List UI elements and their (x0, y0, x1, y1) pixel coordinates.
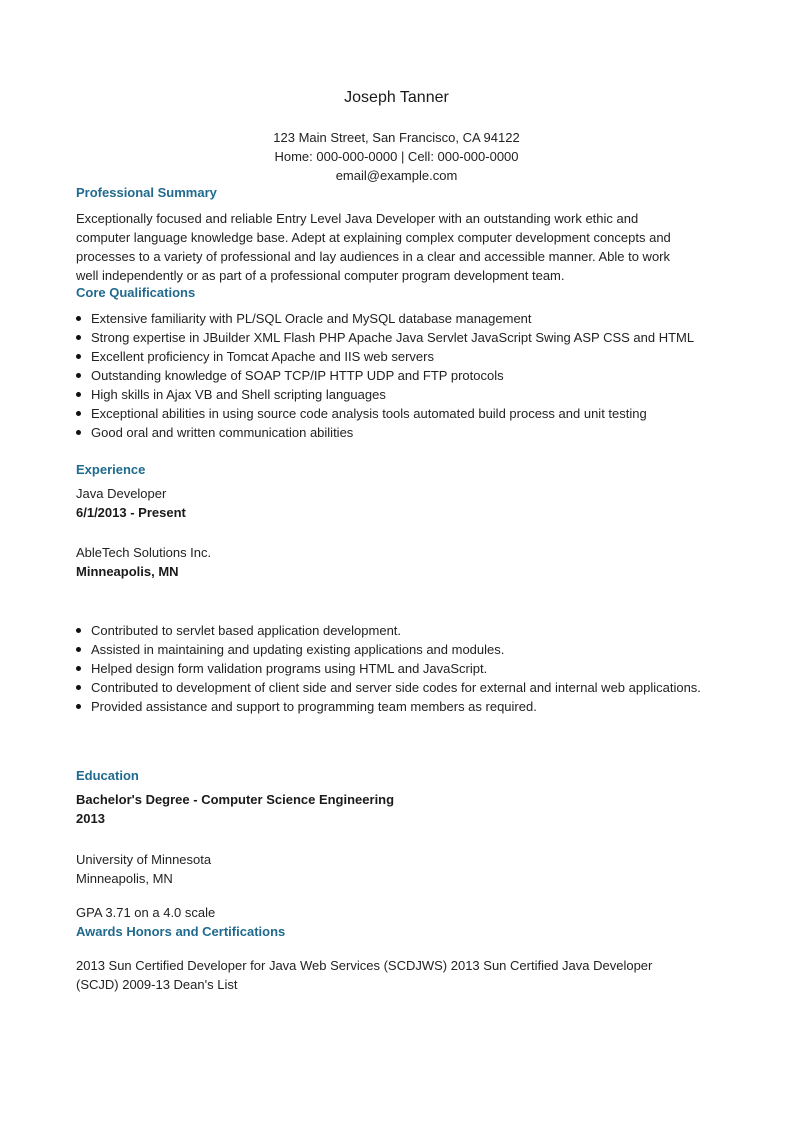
candidate-name: Joseph Tanner (344, 89, 449, 106)
bullet-icon (76, 354, 81, 359)
list-item: Assisted in maintaining and updating existing applications and modules. (76, 640, 726, 659)
job-title: Java Developer (76, 486, 167, 501)
list-item: Provided assistance and support to programming team members as required. (76, 697, 726, 716)
summary-line: processes to a variety of professional and lay audiences in a clear and accessible manner. Able to work (76, 249, 671, 264)
professional-summary-heading: Professional Summary (76, 185, 217, 200)
summary-line: computer language knowledge base. Adept at explaining complex computer development concepts and (76, 230, 671, 245)
bullet-icon (76, 704, 81, 709)
summary-line: well independently or as part of a professional computer program development team. (76, 268, 565, 283)
awards-text (76, 956, 726, 994)
summary-line: Exceptionally focused and reliable Entry Level Java Developer with an outstanding work ethic and (76, 211, 639, 226)
list-item: Contributed to servlet based application development. (76, 621, 726, 640)
job-header (76, 484, 726, 522)
list-item: Extensive familiarity with PL/SQL Oracle and MySQL database management (76, 309, 726, 328)
list-item: Outstanding knowledge of SOAP TCP/IP HTTP UDP and FTP protocols (76, 366, 726, 385)
school-block (76, 850, 726, 888)
list-item: Exceptional abilities in using source code analysis tools automated build process and unit testing (76, 404, 726, 423)
company-name: AbleTech Solutions Inc. (76, 545, 212, 560)
core-qualifications-heading: Core Qualifications (76, 285, 196, 300)
phone-numbers: Home: 000-000-0000 | Cell: 000-000-0000 (274, 149, 519, 164)
school-location: Minneapolis, MN (76, 871, 173, 886)
bullet-icon (76, 316, 81, 321)
address: 123 Main Street, San Francisco, CA 94122 (273, 130, 520, 145)
bullet-icon (76, 430, 81, 435)
awards-line: (SCJD) 2009-13 Dean's List (76, 977, 238, 992)
experience-heading: Experience (76, 462, 146, 477)
degree-block (76, 790, 726, 828)
graduation-year: 2013 (76, 811, 105, 826)
bullet-icon (76, 685, 81, 690)
job-dates: 6/1/2013 - Present (76, 505, 186, 520)
list-item: Strong expertise in JBuilder XML Flash PHP Apache Java Servlet JavaScript Swing ASP CSS and HTML (76, 328, 726, 347)
education-heading: Education (76, 768, 139, 783)
bullet-icon (76, 666, 81, 671)
bullet-icon (76, 373, 81, 378)
degree: Bachelor's Degree - Computer Science Engineering (76, 792, 395, 807)
awards-heading: Awards Honors and Certifications (76, 924, 286, 939)
employer (76, 543, 726, 581)
bullet-icon (76, 411, 81, 416)
bullet-icon (76, 647, 81, 652)
bullet-icon (76, 628, 81, 633)
school-name: University of Minnesota (76, 852, 212, 867)
bullet-icon (76, 392, 81, 397)
core-qualifications-list (76, 309, 726, 442)
company-location: Minneapolis, MN (76, 564, 179, 579)
email: email@example.com (335, 168, 458, 183)
awards-line: 2013 Sun Certified Developer for Java Web Services (SCDJWS) 2013 Sun Certified Java Developer (76, 958, 653, 973)
bullet-icon (76, 335, 81, 340)
experience-duties-list (76, 621, 726, 716)
professional-summary-text (76, 209, 726, 285)
list-item: Excellent proficiency in Tomcat Apache and IIS web servers (76, 347, 726, 366)
list-item: Contributed to development of client side and server side codes for external and internal web applications. (76, 678, 726, 697)
list-item: Helped design form validation programs using HTML and JavaScript. (76, 659, 726, 678)
gpa: GPA 3.71 on a 4.0 scale (76, 905, 216, 920)
list-item: Good oral and written communication abilities (76, 423, 726, 442)
list-item: High skills in Ajax VB and Shell scripting languages (76, 385, 726, 404)
